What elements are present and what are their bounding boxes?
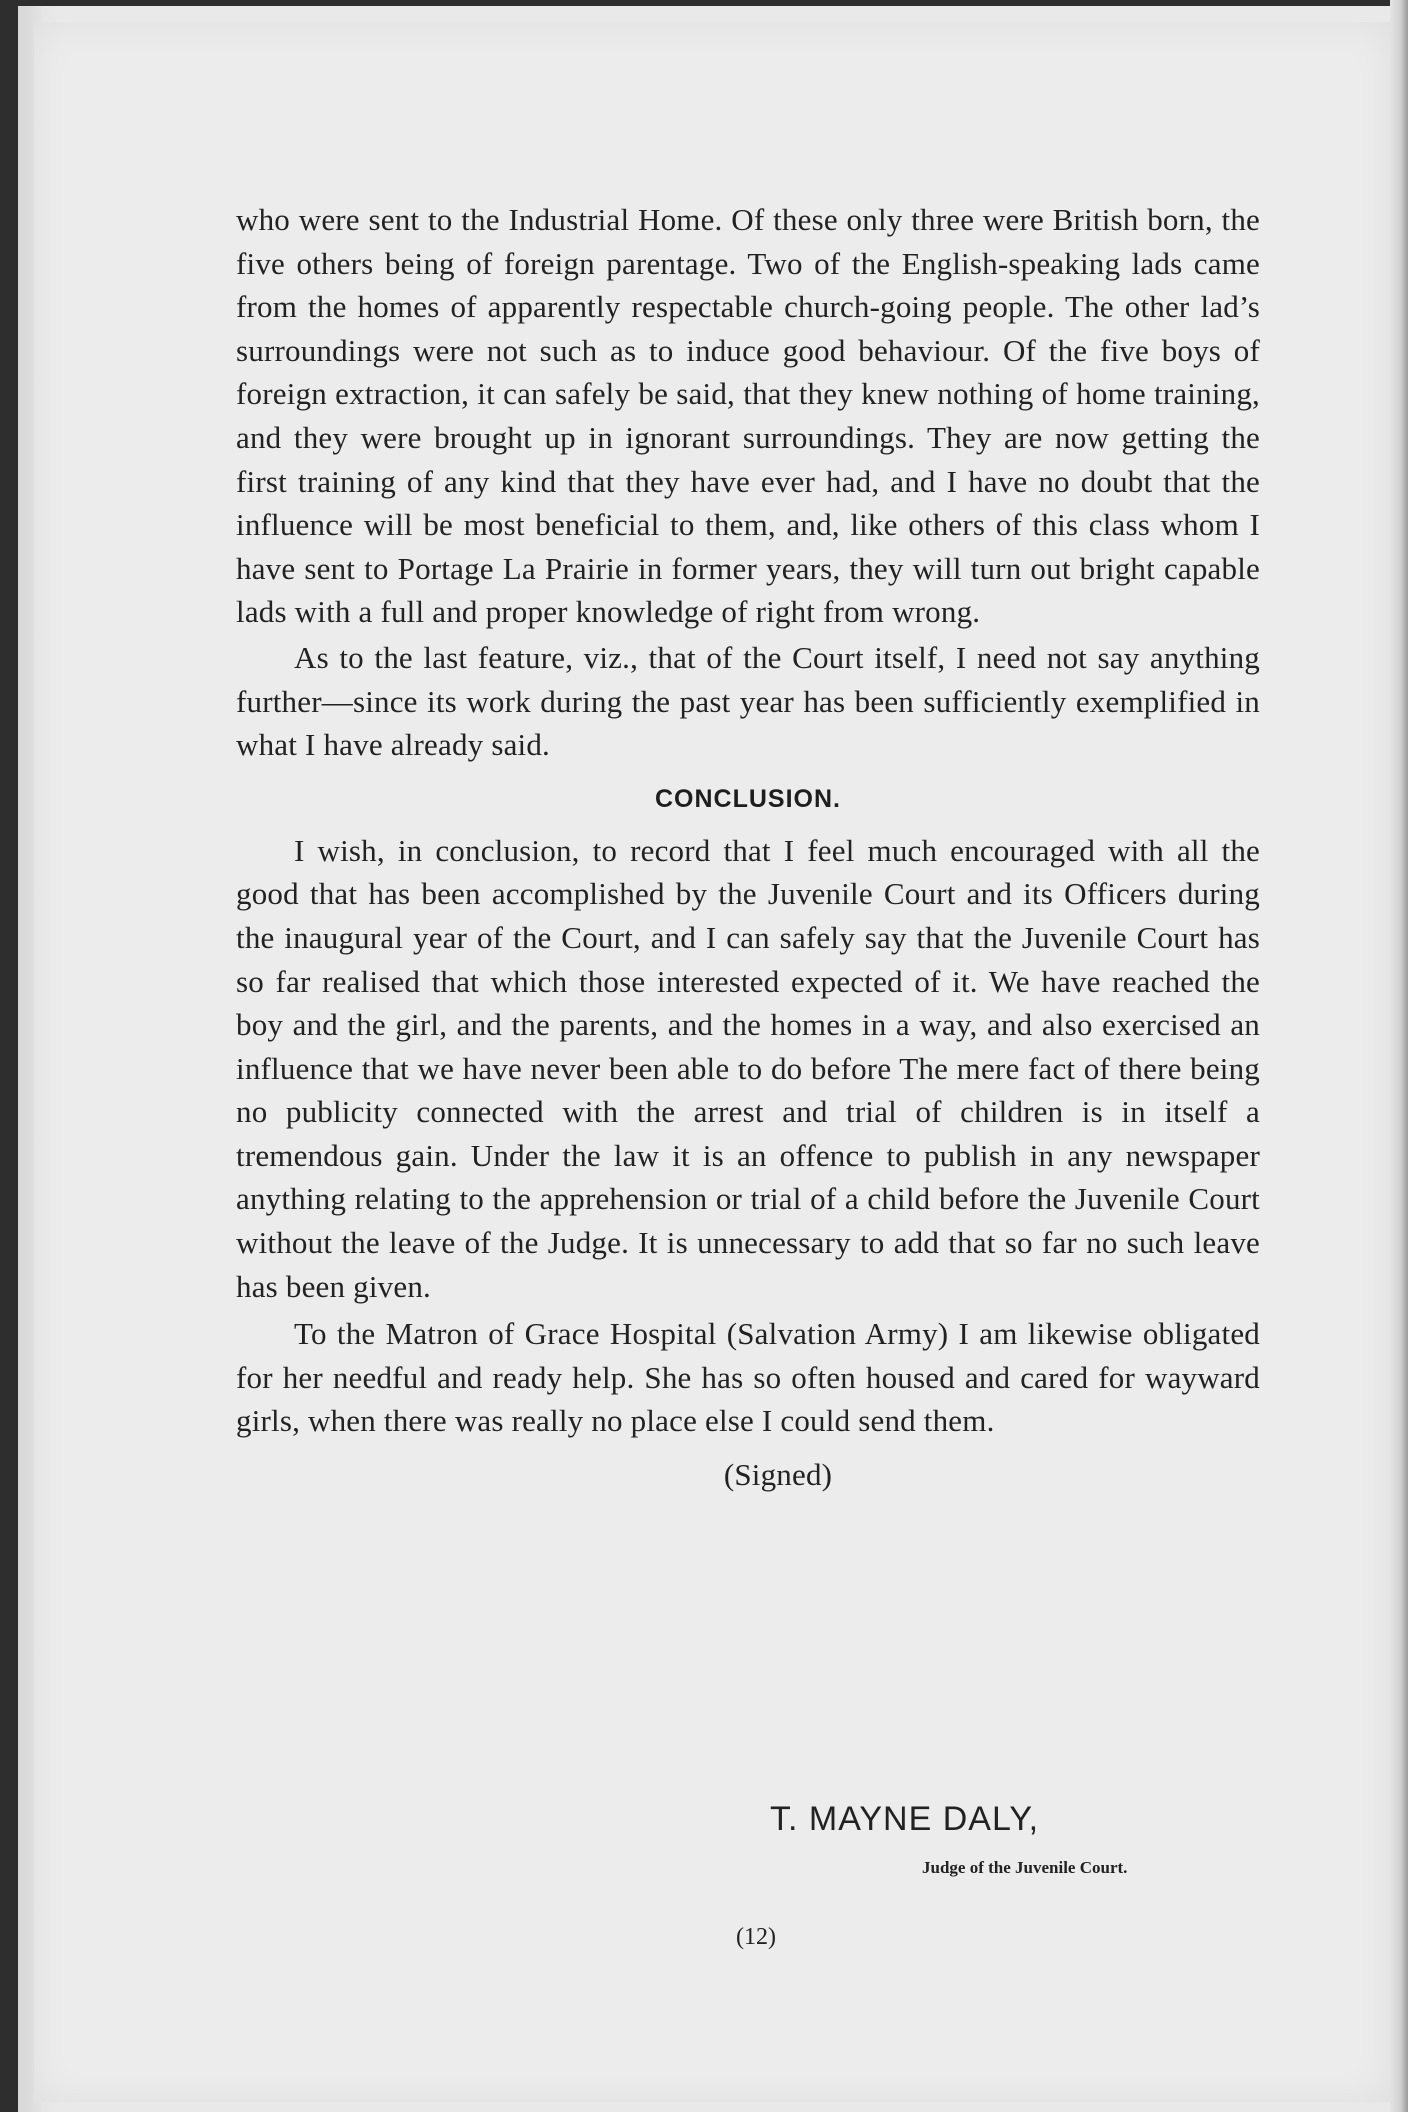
body-text [236, 198, 1260, 1499]
paragraph-matron-thanks: To the Matron of Grace Hospital (Salvation Army) I am likewise obligated for her needful and ready help. She has so often housed and cared for wayward girls, when there was really no place else I could send them. [236, 1316, 1260, 1439]
section-heading-conclusion: CONCLUSION. [655, 784, 841, 813]
page-number: (12) [736, 1924, 776, 1950]
signed-label: (Signed) [723, 1457, 833, 1493]
paragraph-court-feature: As to the last feature, viz., that of the Court itself, I need not say anything further—since its work during the past year has been sufficiently exemplified in what I have already said. [236, 639, 1260, 763]
paragraph-conclusion: I wish, in conclusion, to record that I feel much encouraged with all the good that has been accomplished by the Juvenile Court and its Officers during the inaugural year of the Court, and I can safely say that the Juvenile Court has so far realised that which those interested expected of it. We have reached the boy and the girl, and the parents, and the homes in a way, and also exercised an influence that we have never been able to do before The mere fact of there being no publicity connected with the arrest and trial of children is in itself a tremendous gain. Under the law it is an offence to publish in any newspaper anything relating to the apprehension or trial of a child before the Juvenile Court without the leave of the Judge. It is unnecessary to add that so far no such leave has been given. [236, 832, 1260, 1304]
signature-name: T. MAYNE DALY, [770, 1800, 1040, 1838]
page-right-shadow [1390, 0, 1408, 2112]
signature-title: Judge of the Juvenile Court. [922, 1858, 1128, 1877]
paragraph-industrial-home: who were sent to the Industrial Home. Of these only three were British born, the five others being of foreign parentage. Two of the English-speaking lads came from the homes of apparently respectable church-going people. The other lad’s surroundings were not such as to induce good behaviour. Of the five boys of foreign extraction, it can safely be said, that they knew nothing of home training, and they were brought up in ignorant surroundings. They are now getting the first training of any kind that they have ever had, and I have no doubt that the influence will be most beneficial to them, and, like others of this class whom I have sent to Portage La Prairie in former years, they will turn out bright capable lads with a full and proper knowledge of right from wrong. [236, 202, 1260, 630]
